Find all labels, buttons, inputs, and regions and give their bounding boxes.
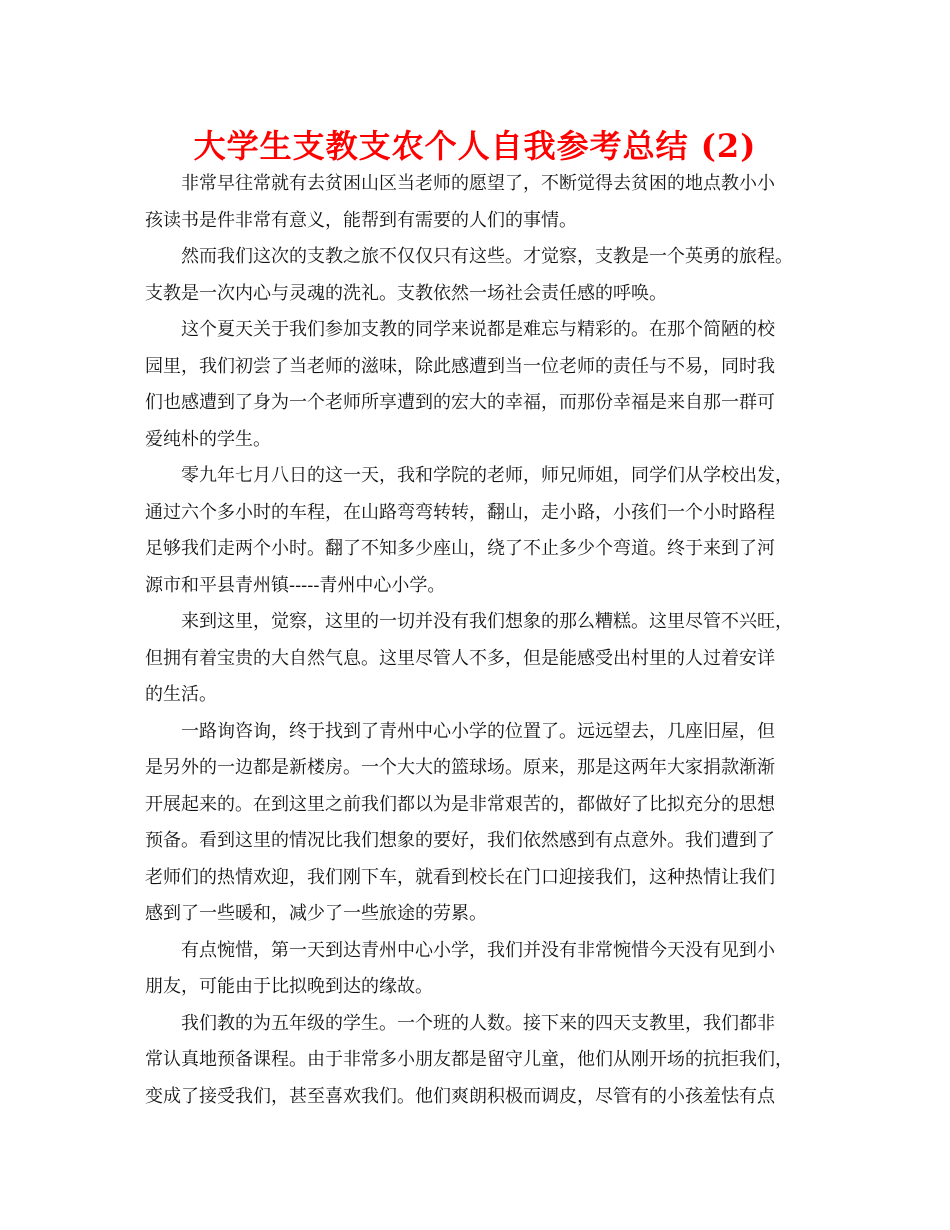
- paragraph-line: 的生活。: [145, 684, 217, 705]
- body-paragraph: [145, 312, 810, 458]
- paragraph-line: 足够我们走两个小时。翻了不知多少座山，绕了不止多少个弯道。终于来到了河: [145, 538, 775, 559]
- paragraph-line: 通过六个多小时的车程，在山路弯弯转转，翻山，走小路，小孩们一个小时路程: [145, 501, 775, 523]
- paragraph-line: 但拥有着宝贵的大自然气息。这里尽管人不多，但是能感受出村里的人过着安详: [145, 647, 775, 669]
- paragraph-line: 孩读书是件非常有意义，能帮到有需要的人们的事情。: [145, 209, 577, 231]
- body-paragraph: [145, 239, 810, 312]
- body-paragraph: [145, 604, 810, 714]
- paragraph-line: 爱纯朴的学生。: [145, 428, 271, 450]
- body-paragraph: [145, 1006, 810, 1116]
- paragraph-line: 有点惋惜，第一天到达青州中心小学，我们并没有非常惋惜今天没有见到小: [181, 939, 775, 961]
- paragraph-line: 常认真地预备课程。由于非常多小朋友都是留守儿童，他们从刚开场的抗拒我们，: [145, 1049, 793, 1070]
- paragraph-line: 是另外的一边都是新楼房。一个大大的篮球场。原来，那是这两年大家捐款渐渐: [145, 757, 775, 778]
- paragraph-line: 预备。看到这里的情况比我们想象的要好，我们依然感到有点意外。我们遭到了: [145, 830, 775, 851]
- paragraph-line: 感到了一些暖和，减少了一些旅途的劳累。: [145, 903, 487, 924]
- paragraph-line: 老师们的热情欢迎，我们刚下车，就看到校长在门口迎接我们，这种热情让我们: [145, 866, 775, 888]
- paragraph-line: 们也感遭到了身为一个老师所享遭到的宏大的幸福，而那份幸福是来自那一群可: [145, 392, 775, 413]
- paragraph-line: 然而我们这次的支教之旅不仅仅只有这些。才觉察，支教是一个英勇的旅程。: [181, 246, 793, 267]
- paragraph-line: 源市和平县青州镇-----青州中心小学。: [145, 574, 446, 596]
- paragraph-line: 一路询咨询，终于找到了青州中心小学的位置了。远远望去，几座旧屋，但: [181, 720, 775, 742]
- paragraph-line: 我们教的为五年级的学生。一个班的人数。接下来的四天支教里，我们都非: [181, 1012, 775, 1034]
- paragraph-line: 变成了接受我们，甚至喜欢我们。他们爽朗积极而调皮，尽管有的小孩羞怯有点: [145, 1085, 775, 1107]
- document-title: 大学生支教支农个人自我参考总结 (2): [193, 127, 757, 165]
- paragraph-line: 非常早往常就有去贫困山区当老师的愿望了，不断觉得去贫困的地点教小小: [181, 173, 775, 194]
- body-paragraph: [145, 458, 810, 604]
- body-paragraph: [145, 714, 810, 933]
- body-paragraph: [145, 166, 810, 239]
- paragraph-line: 来到这里，觉察，这里的一切并没有我们想象的那么糟糕。这里尽管不兴旺，: [181, 611, 793, 632]
- paragraph-line: 零九年七月八日的这一天，我和学院的老师，师兄师姐，同学们从学校出发，: [181, 465, 793, 486]
- paragraph-line: 支教是一次内心与灵魂的洗礼。支教依然一场社会责任感的呼唤。: [145, 282, 667, 304]
- paragraph-line: 开展起来的。在到这里之前我们都以为是非常艰苦的，都做好了比拟充分的思想: [145, 793, 775, 815]
- paragraph-line: 这个夏天关于我们参加支教的同学来说都是难忘与精彩的。在那个简陋的校: [181, 319, 775, 340]
- document-body: [145, 166, 810, 1115]
- paragraph-line: 园里，我们初尝了当老师的滋味，除此感遭到当一位老师的责任与不易，同时我: [145, 355, 775, 377]
- paragraph-line: 朋友，可能由于比拟晚到达的缘故。: [145, 976, 433, 997]
- body-paragraph: [145, 933, 810, 1006]
